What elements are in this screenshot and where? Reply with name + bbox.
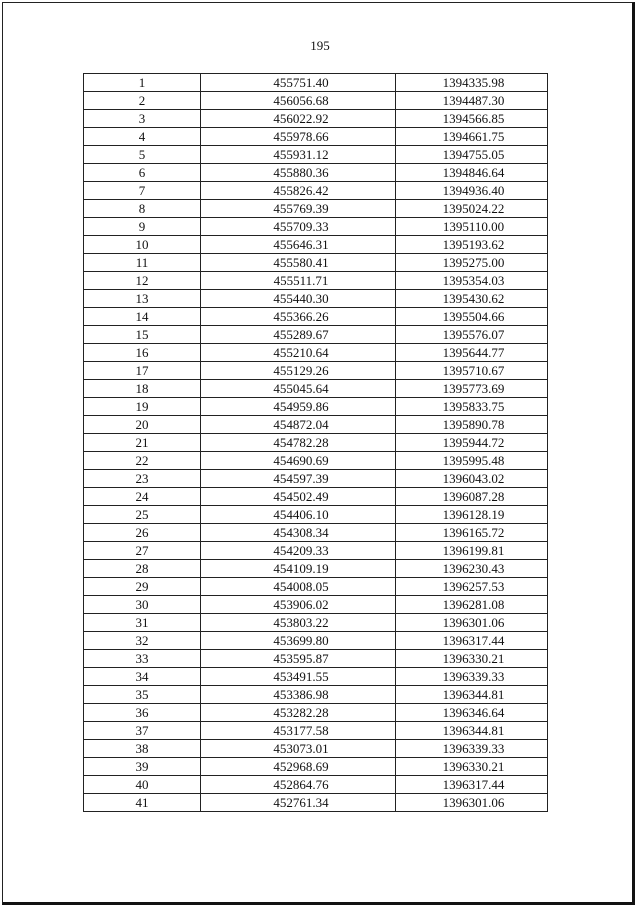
x-coordinate-cell: 453177.58	[201, 722, 396, 740]
table-row	[84, 362, 548, 380]
point-number-cell: 9	[84, 218, 201, 236]
point-number-cell: 10	[84, 236, 201, 254]
point-number-cell: 30	[84, 596, 201, 614]
point-number-cell: 5	[84, 146, 201, 164]
y-coordinate-cell: 1395110.00	[396, 218, 548, 236]
point-number-cell: 32	[84, 632, 201, 650]
table-row	[84, 560, 548, 578]
table-row	[84, 470, 548, 488]
table-row	[84, 290, 548, 308]
coordinates-table-body	[84, 74, 548, 812]
y-coordinate-cell: 1396317.44	[396, 776, 548, 794]
point-number-cell: 11	[84, 254, 201, 272]
table-row	[84, 380, 548, 398]
point-number-cell: 21	[84, 434, 201, 452]
point-number-cell: 16	[84, 344, 201, 362]
table-row	[84, 74, 548, 92]
y-coordinate-cell: 1394846.64	[396, 164, 548, 182]
x-coordinate-cell: 453699.80	[201, 632, 396, 650]
x-coordinate-cell: 456022.92	[201, 110, 396, 128]
x-coordinate-cell: 453282.28	[201, 704, 396, 722]
table-row	[84, 308, 548, 326]
table-row	[84, 704, 548, 722]
x-coordinate-cell: 454502.49	[201, 488, 396, 506]
table-row	[84, 128, 548, 146]
table-row	[84, 326, 548, 344]
point-number-cell: 28	[84, 560, 201, 578]
y-coordinate-cell: 1396043.02	[396, 470, 548, 488]
table-row	[84, 146, 548, 164]
table-row	[84, 254, 548, 272]
table-row	[84, 776, 548, 794]
y-coordinate-cell: 1396230.43	[396, 560, 548, 578]
point-number-cell: 23	[84, 470, 201, 488]
table-row	[84, 740, 548, 758]
y-coordinate-cell: 1395773.69	[396, 380, 548, 398]
point-number-cell: 20	[84, 416, 201, 434]
point-number-cell: 27	[84, 542, 201, 560]
y-coordinate-cell: 1396301.06	[396, 614, 548, 632]
table-row	[84, 272, 548, 290]
table-row	[84, 650, 548, 668]
point-number-cell: 17	[84, 362, 201, 380]
point-number-cell: 34	[84, 668, 201, 686]
x-coordinate-cell: 454597.39	[201, 470, 396, 488]
point-number-cell: 7	[84, 182, 201, 200]
point-number-cell: 19	[84, 398, 201, 416]
y-coordinate-cell: 1395576.07	[396, 326, 548, 344]
table-row	[84, 524, 548, 542]
point-number-cell: 33	[84, 650, 201, 668]
x-coordinate-cell: 455978.66	[201, 128, 396, 146]
point-number-cell: 12	[84, 272, 201, 290]
point-number-cell: 40	[84, 776, 201, 794]
x-coordinate-cell: 452968.69	[201, 758, 396, 776]
point-number-cell: 35	[84, 686, 201, 704]
x-coordinate-cell: 453803.22	[201, 614, 396, 632]
x-coordinate-cell: 452761.34	[201, 794, 396, 812]
table-row	[84, 488, 548, 506]
point-number-cell: 18	[84, 380, 201, 398]
x-coordinate-cell: 455931.12	[201, 146, 396, 164]
point-number-cell: 41	[84, 794, 201, 812]
y-coordinate-cell: 1394335.98	[396, 74, 548, 92]
x-coordinate-cell: 454872.04	[201, 416, 396, 434]
x-coordinate-cell: 454008.05	[201, 578, 396, 596]
table-row	[84, 596, 548, 614]
table-row	[84, 758, 548, 776]
x-coordinate-cell: 454782.28	[201, 434, 396, 452]
point-number-cell: 25	[84, 506, 201, 524]
y-coordinate-cell: 1396301.06	[396, 794, 548, 812]
x-coordinate-cell: 454209.33	[201, 542, 396, 560]
y-coordinate-cell: 1395354.03	[396, 272, 548, 290]
table-row	[84, 398, 548, 416]
y-coordinate-cell: 1394661.75	[396, 128, 548, 146]
x-coordinate-cell: 454308.34	[201, 524, 396, 542]
x-coordinate-cell: 455646.31	[201, 236, 396, 254]
point-number-cell: 26	[84, 524, 201, 542]
x-coordinate-cell: 453386.98	[201, 686, 396, 704]
y-coordinate-cell: 1394755.05	[396, 146, 548, 164]
x-coordinate-cell: 455129.26	[201, 362, 396, 380]
x-coordinate-cell: 455826.42	[201, 182, 396, 200]
table-row	[84, 452, 548, 470]
point-number-cell: 15	[84, 326, 201, 344]
y-coordinate-cell: 1395710.67	[396, 362, 548, 380]
point-number-cell: 22	[84, 452, 201, 470]
y-coordinate-cell: 1396346.64	[396, 704, 548, 722]
table-row	[84, 218, 548, 236]
y-coordinate-cell: 1394487.30	[396, 92, 548, 110]
y-coordinate-cell: 1396165.72	[396, 524, 548, 542]
x-coordinate-cell: 455580.41	[201, 254, 396, 272]
table-row	[84, 182, 548, 200]
x-coordinate-cell: 453073.01	[201, 740, 396, 758]
x-coordinate-cell: 455045.64	[201, 380, 396, 398]
y-coordinate-cell: 1396199.81	[396, 542, 548, 560]
table-row	[84, 236, 548, 254]
x-coordinate-cell: 454690.69	[201, 452, 396, 470]
point-number-cell: 8	[84, 200, 201, 218]
y-coordinate-cell: 1394936.40	[396, 182, 548, 200]
table-row	[84, 110, 548, 128]
table-row	[84, 542, 548, 560]
point-number-cell: 39	[84, 758, 201, 776]
point-number-cell: 1	[84, 74, 201, 92]
y-coordinate-cell: 1396087.28	[396, 488, 548, 506]
y-coordinate-cell: 1396281.08	[396, 596, 548, 614]
x-coordinate-cell: 455440.30	[201, 290, 396, 308]
x-coordinate-cell: 456056.68	[201, 92, 396, 110]
x-coordinate-cell: 455751.40	[201, 74, 396, 92]
y-coordinate-cell: 1395275.00	[396, 254, 548, 272]
x-coordinate-cell: 455210.64	[201, 344, 396, 362]
y-coordinate-cell: 1394566.85	[396, 110, 548, 128]
coordinates-table	[83, 73, 548, 812]
point-number-cell: 14	[84, 308, 201, 326]
point-number-cell: 24	[84, 488, 201, 506]
x-coordinate-cell: 455880.36	[201, 164, 396, 182]
y-coordinate-cell: 1396317.44	[396, 632, 548, 650]
table-row	[84, 92, 548, 110]
table-row	[84, 164, 548, 182]
y-coordinate-cell: 1395504.66	[396, 308, 548, 326]
x-coordinate-cell: 454406.10	[201, 506, 396, 524]
point-number-cell: 2	[84, 92, 201, 110]
point-number-cell: 36	[84, 704, 201, 722]
table-row	[84, 416, 548, 434]
point-number-cell: 3	[84, 110, 201, 128]
point-number-cell: 37	[84, 722, 201, 740]
y-coordinate-cell: 1395833.75	[396, 398, 548, 416]
y-coordinate-cell: 1396330.21	[396, 650, 548, 668]
table-row	[84, 506, 548, 524]
y-coordinate-cell: 1396344.81	[396, 722, 548, 740]
x-coordinate-cell: 453491.55	[201, 668, 396, 686]
x-coordinate-cell: 455709.33	[201, 218, 396, 236]
y-coordinate-cell: 1396330.21	[396, 758, 548, 776]
table-row	[84, 344, 548, 362]
y-coordinate-cell: 1395995.48	[396, 452, 548, 470]
table-row	[84, 200, 548, 218]
y-coordinate-cell: 1395193.62	[396, 236, 548, 254]
point-number-cell: 38	[84, 740, 201, 758]
x-coordinate-cell: 455289.67	[201, 326, 396, 344]
point-number-cell: 29	[84, 578, 201, 596]
y-coordinate-cell: 1395644.77	[396, 344, 548, 362]
table-row	[84, 614, 548, 632]
x-coordinate-cell: 455511.71	[201, 272, 396, 290]
table-row	[84, 668, 548, 686]
y-coordinate-cell: 1395944.72	[396, 434, 548, 452]
y-coordinate-cell: 1395890.78	[396, 416, 548, 434]
x-coordinate-cell: 454959.86	[201, 398, 396, 416]
table-row	[84, 722, 548, 740]
point-number-cell: 4	[84, 128, 201, 146]
y-coordinate-cell: 1396128.19	[396, 506, 548, 524]
x-coordinate-cell: 452864.76	[201, 776, 396, 794]
x-coordinate-cell: 453906.02	[201, 596, 396, 614]
y-coordinate-cell: 1396339.33	[396, 668, 548, 686]
y-coordinate-cell: 1396344.81	[396, 686, 548, 704]
page-number: 195	[310, 38, 330, 53]
point-number-cell: 13	[84, 290, 201, 308]
y-coordinate-cell: 1395024.22	[396, 200, 548, 218]
table-row	[84, 434, 548, 452]
y-coordinate-cell: 1396339.33	[396, 740, 548, 758]
x-coordinate-cell: 453595.87	[201, 650, 396, 668]
table-row	[84, 632, 548, 650]
x-coordinate-cell: 455366.26	[201, 308, 396, 326]
y-coordinate-cell: 1396257.53	[396, 578, 548, 596]
x-coordinate-cell: 455769.39	[201, 200, 396, 218]
x-coordinate-cell: 454109.19	[201, 560, 396, 578]
table-row	[84, 686, 548, 704]
table-row	[84, 794, 548, 812]
table-row	[84, 578, 548, 596]
point-number-cell: 31	[84, 614, 201, 632]
y-coordinate-cell: 1395430.62	[396, 290, 548, 308]
point-number-cell: 6	[84, 164, 201, 182]
